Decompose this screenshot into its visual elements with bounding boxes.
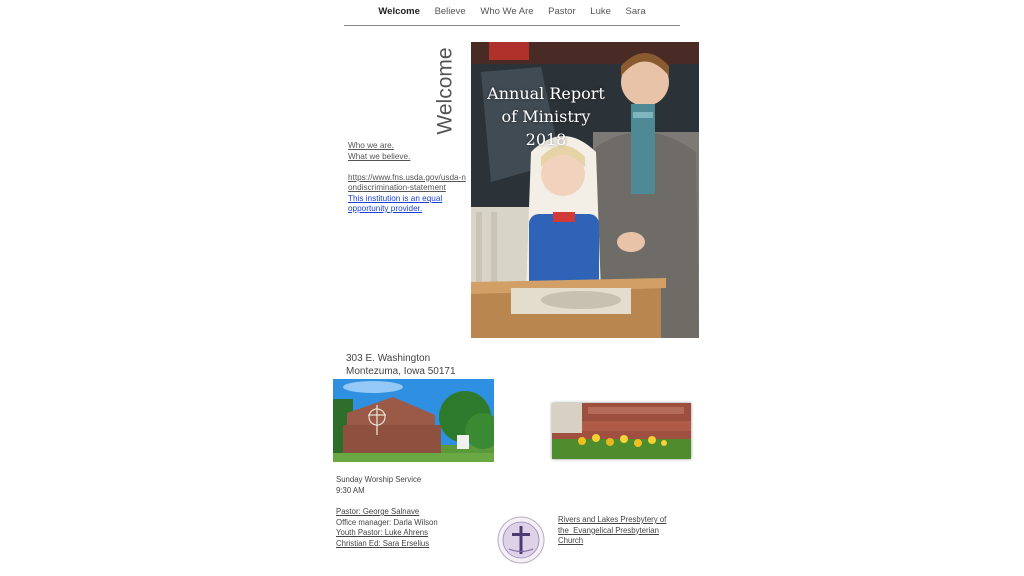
nav-item-sara[interactable]: Sara bbox=[625, 6, 646, 17]
nav-item-who-we-are[interactable]: Who We Are bbox=[480, 6, 534, 17]
nav-item-believe[interactable]: Believe bbox=[434, 6, 466, 17]
presbytery-link-block bbox=[558, 515, 678, 547]
worship-time: 9:30 AM bbox=[336, 485, 365, 495]
presbytery-seal-icon[interactable] bbox=[497, 516, 545, 564]
what-we-believe-link[interactable]: What we believe. bbox=[348, 151, 411, 161]
address-street: 303 E. Washington bbox=[346, 353, 431, 364]
annual-report-line-1: Annual Report bbox=[487, 84, 605, 103]
presbytery-line-3: Church bbox=[558, 536, 584, 545]
worship-title: Sunday Worship Service bbox=[336, 475, 422, 484]
usda-statement-link[interactable]: https://www.fns.usda.gov/usda-nondiscrimination-statement bbox=[348, 172, 466, 192]
worship-info bbox=[336, 475, 421, 496]
church-building-photo bbox=[333, 379, 494, 462]
office-manager: Office manager: Darla Wilson bbox=[336, 517, 438, 527]
welcome-heading-container bbox=[416, 46, 476, 136]
presbytery-link[interactable] bbox=[558, 515, 666, 545]
pastor-link[interactable]: Pastor: George Salnave bbox=[336, 507, 420, 516]
church-sign-photo bbox=[552, 403, 691, 459]
spacer bbox=[348, 162, 470, 173]
side-links bbox=[348, 141, 470, 215]
nav-item-pastor[interactable]: Pastor bbox=[548, 6, 576, 17]
address-city: Montezuma, Iowa 50171 bbox=[346, 366, 456, 377]
annual-report-line-2: of Ministry bbox=[501, 107, 591, 126]
nav-divider bbox=[344, 25, 680, 26]
nav-item-welcome[interactable]: Welcome bbox=[378, 6, 420, 17]
church-address bbox=[346, 352, 456, 378]
annual-report-line-3: 2018 bbox=[525, 130, 567, 149]
staff-list bbox=[336, 507, 438, 549]
seal-graphic bbox=[497, 516, 545, 564]
equal-opportunity-link[interactable]: This institution is an equal opportunity provider. bbox=[348, 193, 443, 213]
top-nav bbox=[0, 6, 1024, 17]
presbytery-line-1: Rivers and Lakes Presbytery of bbox=[558, 515, 667, 524]
welcome-heading: Welcome bbox=[434, 47, 458, 135]
christian-ed-link[interactable]: Christian Ed: Sara Erselius bbox=[336, 538, 430, 548]
church-sign-image bbox=[552, 403, 691, 459]
annual-report-title bbox=[471, 82, 621, 151]
youth-pastor-link[interactable]: Youth Pastor: Luke Ahrens bbox=[336, 528, 429, 537]
church-building-image bbox=[333, 379, 494, 462]
presbytery-line-2: the Evangelical Presbyterian bbox=[558, 525, 659, 535]
who-we-are-link[interactable]: Who we are. bbox=[348, 141, 394, 150]
nav-item-luke[interactable]: Luke bbox=[590, 6, 611, 17]
annual-report-image bbox=[471, 42, 699, 338]
